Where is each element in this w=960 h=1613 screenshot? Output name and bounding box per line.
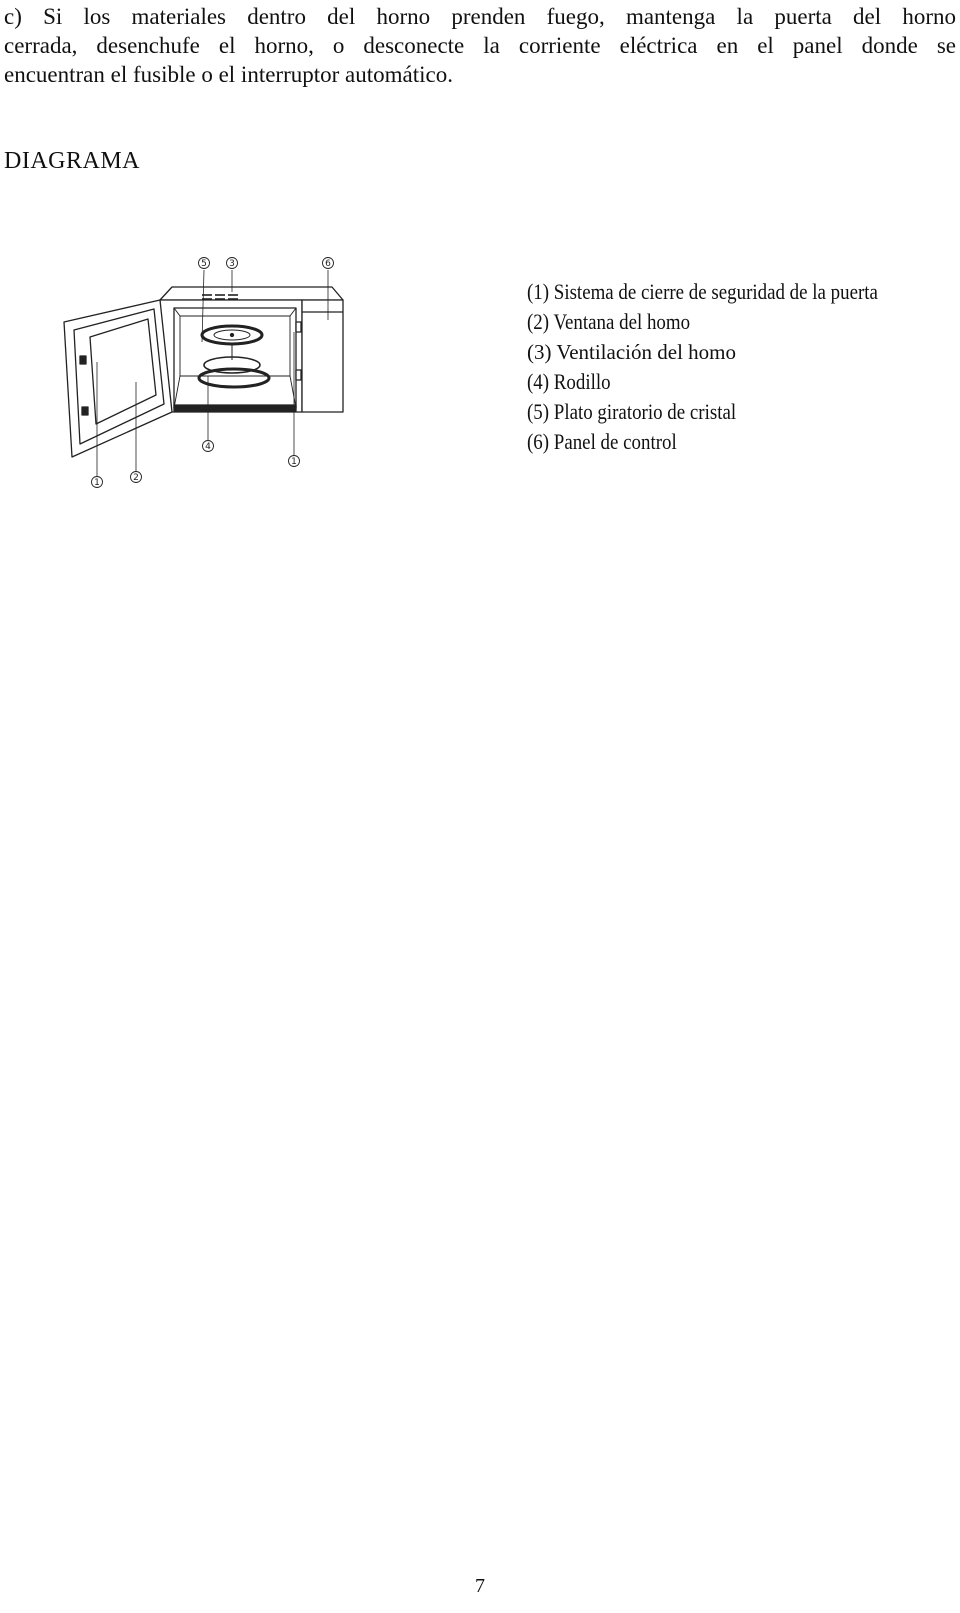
page-number: 7 (475, 1575, 485, 1597)
svg-text:1: 1 (291, 457, 297, 467)
paragraph-line: encuentran el fusible o el interruptor automático. (4, 62, 453, 87)
svg-text:5: 5 (201, 259, 207, 269)
legend-item: (2) Ventana del homo (527, 309, 691, 334)
safety-paragraph (4, 2, 956, 89)
diagram-legend (527, 277, 935, 457)
legend-item: (1) Sistema de cierre de seguridad de la puerta (527, 279, 878, 304)
svg-text:3: 3 (229, 259, 235, 269)
svg-text:2: 2 (133, 473, 139, 483)
callout-6 (323, 258, 334, 270)
svg-text:1: 1 (94, 478, 100, 488)
callout-1-left (92, 477, 103, 489)
paragraph-line: cerrada, desenchufe el horno, o desconecte la corriente eléctrica en el panel donde se (4, 33, 956, 58)
svg-text:4: 4 (205, 442, 211, 452)
callout-4 (203, 441, 214, 453)
svg-text:6: 6 (325, 259, 331, 269)
callout-2 (131, 472, 142, 484)
legend-item: (3) Ventilación del homo (527, 340, 736, 364)
legend-item: (6) Panel de control (527, 429, 677, 454)
paragraph-line: c) Si los materiales dentro del horno prenden fuego, mantenga la puerta del horno (4, 4, 956, 29)
callout-5 (199, 258, 210, 270)
section-heading: DIAGRAMA (4, 148, 140, 174)
callout-1-right (289, 456, 300, 468)
callout-3 (227, 258, 238, 270)
legend-item: (5) Plato giratorio de cristal (527, 399, 737, 424)
legend-item: (4) Rodillo (527, 369, 611, 394)
microwave-diagram (52, 252, 354, 502)
